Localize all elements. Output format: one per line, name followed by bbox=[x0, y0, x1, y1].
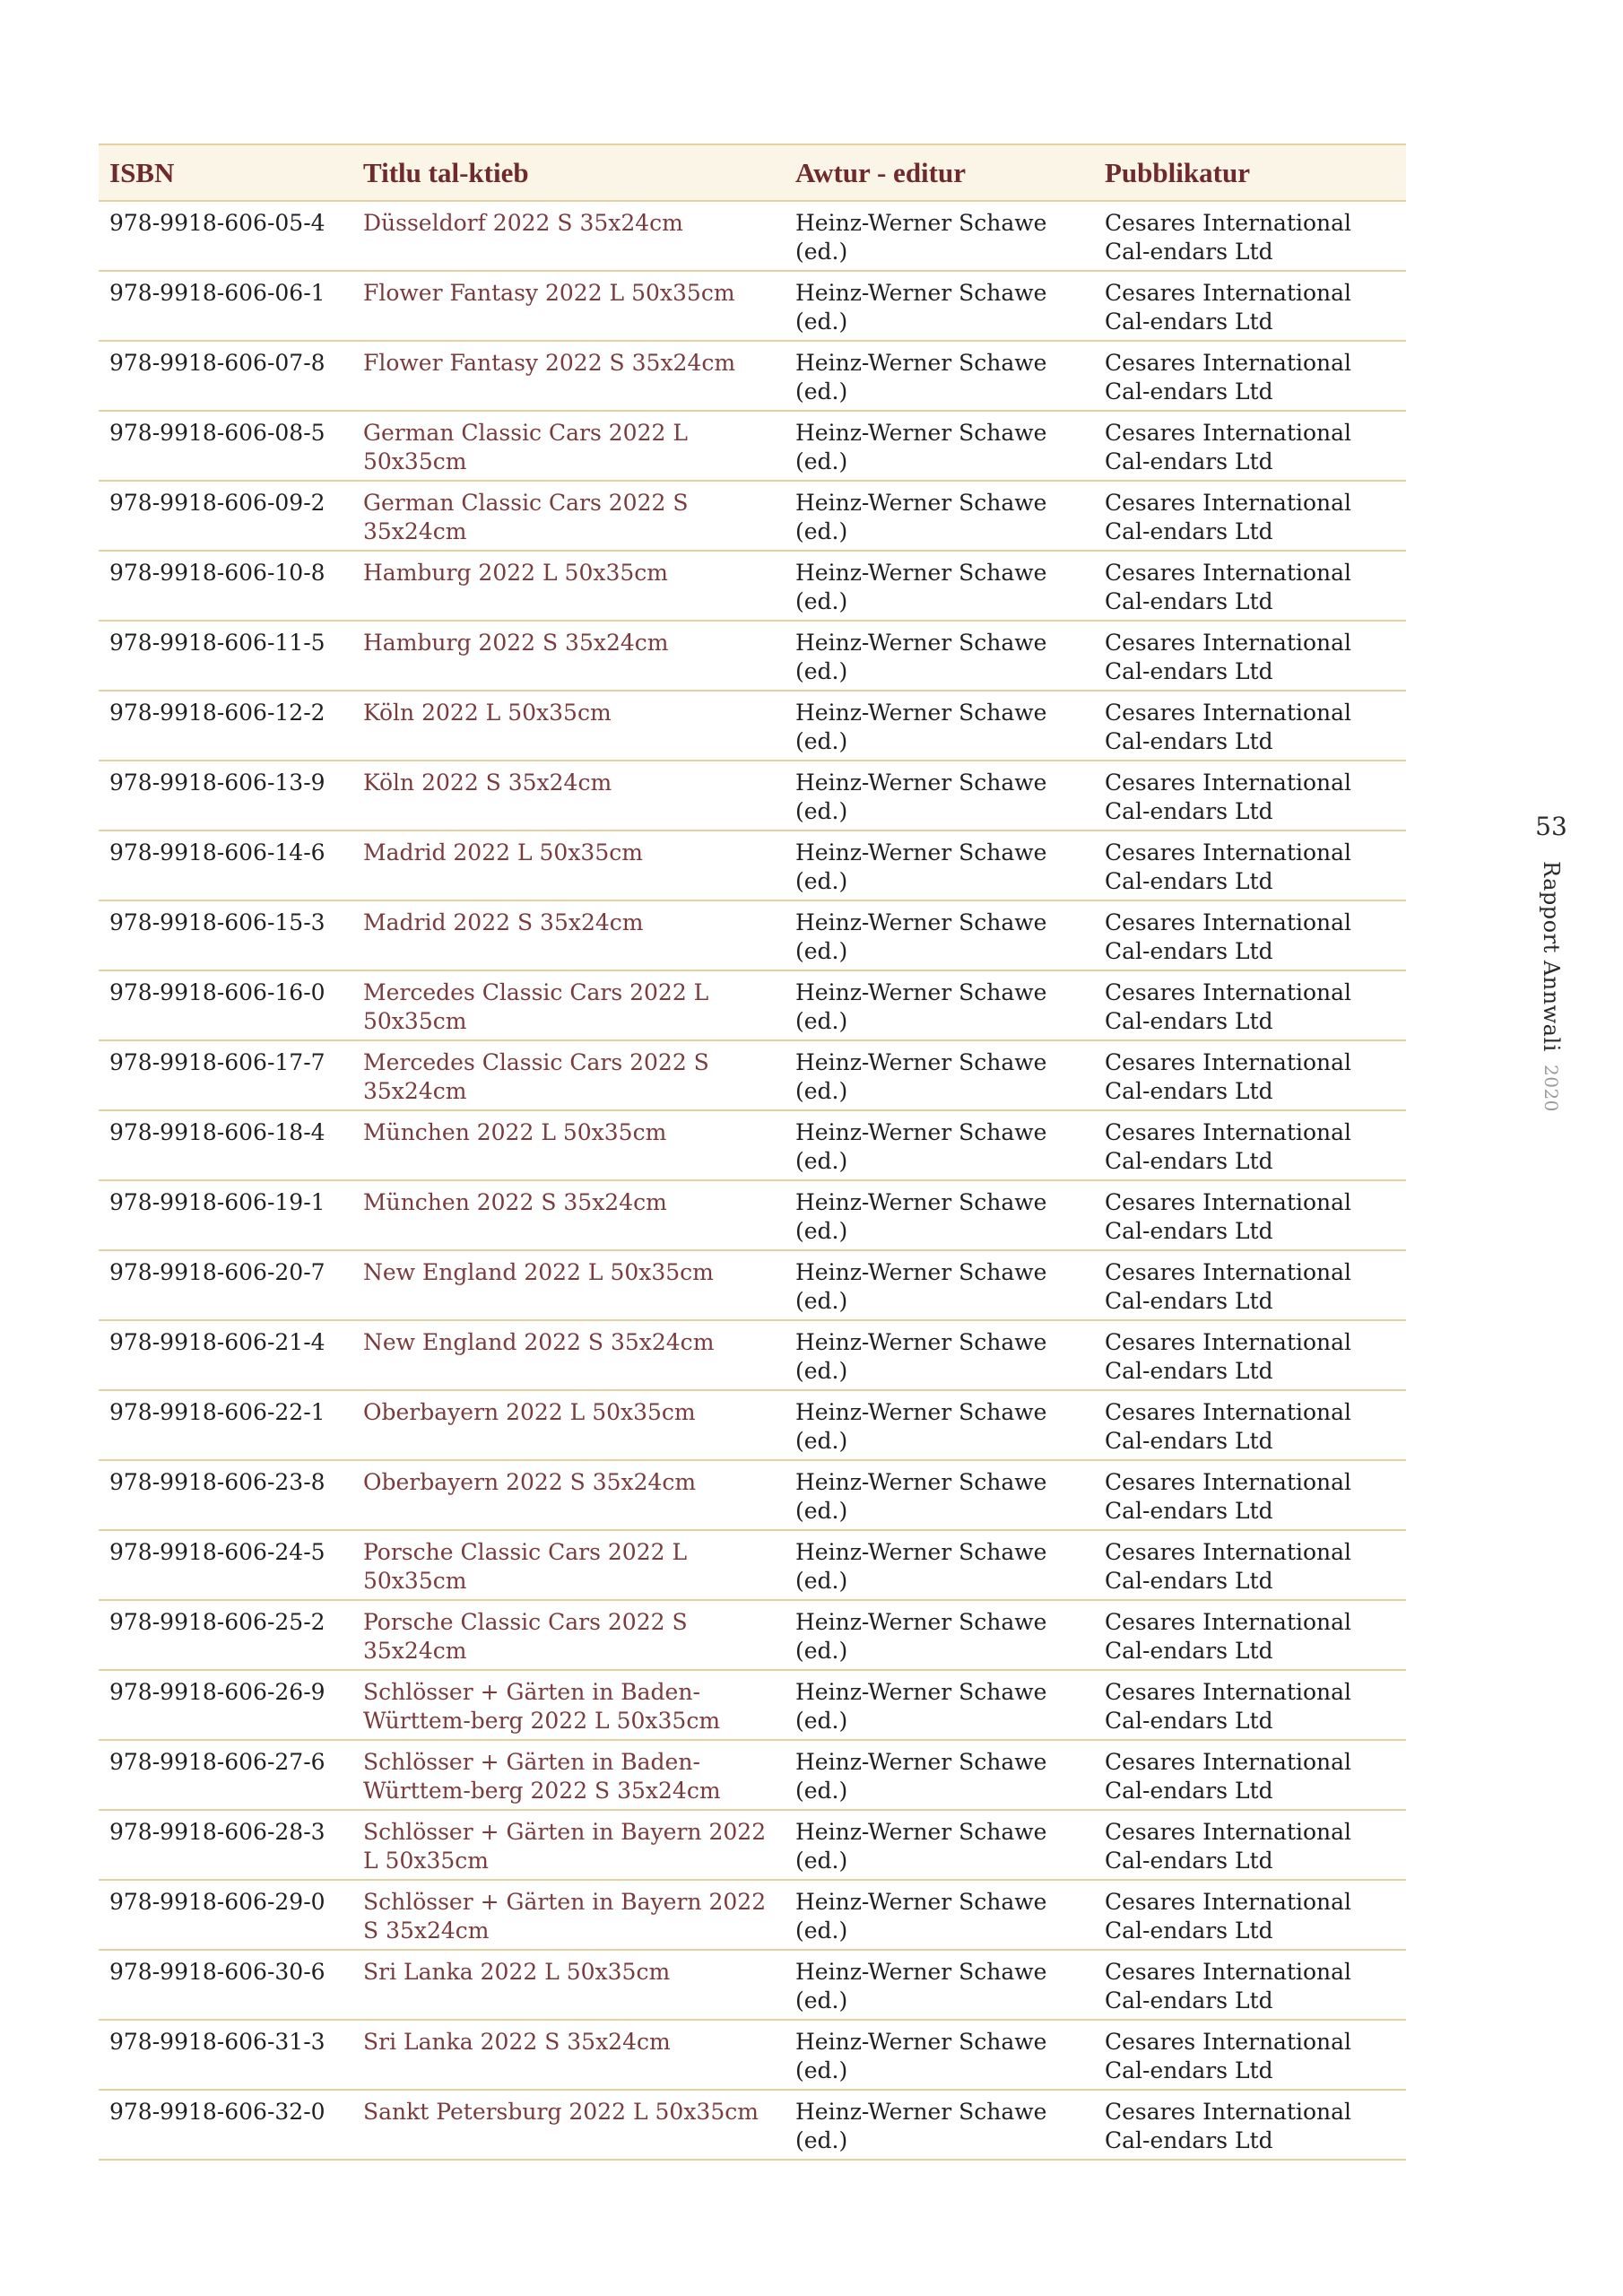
cell-isbn: 978-9918-606-15-3 bbox=[99, 900, 352, 970]
cell-title: Köln 2022 S 35x24cm bbox=[352, 761, 785, 831]
table-row bbox=[99, 691, 1406, 761]
cell-author: Heinz-Werner Schawe (ed.) bbox=[785, 1040, 1094, 1110]
cell-author: Heinz-Werner Schawe (ed.) bbox=[785, 1110, 1094, 1180]
cell-author: Heinz-Werner Schawe (ed.) bbox=[785, 1530, 1094, 1600]
table-row bbox=[99, 2090, 1406, 2160]
cell-publisher: Cesares International Cal-endars Ltd bbox=[1094, 551, 1406, 621]
cell-isbn: 978-9918-606-13-9 bbox=[99, 761, 352, 831]
table-row bbox=[99, 1110, 1406, 1180]
cell-publisher: Cesares International Cal-endars Ltd bbox=[1094, 1950, 1406, 2020]
cell-author: Heinz-Werner Schawe (ed.) bbox=[785, 2020, 1094, 2090]
cell-isbn: 978-9918-606-27-6 bbox=[99, 1740, 352, 1810]
cell-isbn: 978-9918-606-20-7 bbox=[99, 1250, 352, 1320]
table-row bbox=[99, 1320, 1406, 1390]
cell-author: Heinz-Werner Schawe (ed.) bbox=[785, 1950, 1094, 2020]
cell-isbn: 978-9918-606-30-6 bbox=[99, 1950, 352, 2020]
cell-author: Heinz-Werner Schawe (ed.) bbox=[785, 1390, 1094, 1460]
table-row bbox=[99, 1600, 1406, 1670]
cell-isbn: 978-9918-606-24-5 bbox=[99, 1530, 352, 1600]
page-number: 53 bbox=[1535, 812, 1567, 841]
table-row bbox=[99, 1250, 1406, 1320]
header-isbn: ISBN bbox=[99, 144, 352, 201]
cell-isbn: 978-9918-606-21-4 bbox=[99, 1320, 352, 1390]
cell-author: Heinz-Werner Schawe (ed.) bbox=[785, 1880, 1094, 1950]
header-publisher: Pubblikatur bbox=[1094, 144, 1406, 201]
cell-title: Schlösser + Gärten in Baden-Württem-berg 2022 L 50x35cm bbox=[352, 1670, 785, 1740]
cell-author: Heinz-Werner Schawe (ed.) bbox=[785, 970, 1094, 1040]
table-body bbox=[99, 201, 1406, 2160]
cell-title: Flower Fantasy 2022 S 35x24cm bbox=[352, 341, 785, 411]
table-row bbox=[99, 481, 1406, 551]
cell-title: Madrid 2022 S 35x24cm bbox=[352, 900, 785, 970]
running-title bbox=[1539, 861, 1564, 1112]
cell-publisher: Cesares International Cal-endars Ltd bbox=[1094, 2020, 1406, 2090]
running-year: 2020 bbox=[1541, 1064, 1562, 1112]
cell-isbn: 978-9918-606-28-3 bbox=[99, 1810, 352, 1880]
cell-title: München 2022 S 35x24cm bbox=[352, 1180, 785, 1250]
cell-publisher: Cesares International Cal-endars Ltd bbox=[1094, 1670, 1406, 1740]
cell-title: Schlösser + Gärten in Bayern 2022 L 50x35cm bbox=[352, 1810, 785, 1880]
table-row bbox=[99, 271, 1406, 341]
table-row bbox=[99, 551, 1406, 621]
cell-title: Hamburg 2022 L 50x35cm bbox=[352, 551, 785, 621]
cell-author: Heinz-Werner Schawe (ed.) bbox=[785, 341, 1094, 411]
cell-publisher: Cesares International Cal-endars Ltd bbox=[1094, 1390, 1406, 1460]
cell-author: Heinz-Werner Schawe (ed.) bbox=[785, 2090, 1094, 2160]
cell-author: Heinz-Werner Schawe (ed.) bbox=[785, 900, 1094, 970]
cell-title: Madrid 2022 L 50x35cm bbox=[352, 831, 785, 900]
table-row bbox=[99, 341, 1406, 411]
cell-isbn: 978-9918-606-25-2 bbox=[99, 1600, 352, 1670]
cell-author: Heinz-Werner Schawe (ed.) bbox=[785, 411, 1094, 481]
cell-title: Porsche Classic Cars 2022 L 50x35cm bbox=[352, 1530, 785, 1600]
cell-publisher: Cesares International Cal-endars Ltd bbox=[1094, 1180, 1406, 1250]
cell-title: Oberbayern 2022 S 35x24cm bbox=[352, 1460, 785, 1530]
cell-title: Schlösser + Gärten in Bayern 2022 S 35x24cm bbox=[352, 1880, 785, 1950]
cell-title: Hamburg 2022 S 35x24cm bbox=[352, 621, 785, 691]
header-author: Awtur - editur bbox=[785, 144, 1094, 201]
cell-publisher: Cesares International Cal-endars Ltd bbox=[1094, 1810, 1406, 1880]
cell-isbn: 978-9918-606-14-6 bbox=[99, 831, 352, 900]
table-row bbox=[99, 621, 1406, 691]
cell-publisher: Cesares International Cal-endars Ltd bbox=[1094, 970, 1406, 1040]
table-row bbox=[99, 900, 1406, 970]
table-row bbox=[99, 1740, 1406, 1810]
cell-publisher: Cesares International Cal-endars Ltd bbox=[1094, 900, 1406, 970]
cell-title: Düsseldorf 2022 S 35x24cm bbox=[352, 201, 785, 271]
cell-publisher: Cesares International Cal-endars Ltd bbox=[1094, 1740, 1406, 1810]
table-row bbox=[99, 1180, 1406, 1250]
cell-isbn: 978-9918-606-07-8 bbox=[99, 341, 352, 411]
cell-isbn: 978-9918-606-26-9 bbox=[99, 1670, 352, 1740]
cell-title: Sri Lanka 2022 S 35x24cm bbox=[352, 2020, 785, 2090]
cell-isbn: 978-9918-606-18-4 bbox=[99, 1110, 352, 1180]
cell-publisher: Cesares International Cal-endars Ltd bbox=[1094, 481, 1406, 551]
cell-isbn: 978-9918-606-22-1 bbox=[99, 1390, 352, 1460]
cell-title: Flower Fantasy 2022 L 50x35cm bbox=[352, 271, 785, 341]
cell-title: Mercedes Classic Cars 2022 S 35x24cm bbox=[352, 1040, 785, 1110]
cell-publisher: Cesares International Cal-endars Ltd bbox=[1094, 271, 1406, 341]
cell-author: Heinz-Werner Schawe (ed.) bbox=[785, 1180, 1094, 1250]
cell-isbn: 978-9918-606-11-5 bbox=[99, 621, 352, 691]
cell-author: Heinz-Werner Schawe (ed.) bbox=[785, 271, 1094, 341]
cell-author: Heinz-Werner Schawe (ed.) bbox=[785, 1740, 1094, 1810]
cell-publisher: Cesares International Cal-endars Ltd bbox=[1094, 1460, 1406, 1530]
cell-author: Heinz-Werner Schawe (ed.) bbox=[785, 1670, 1094, 1740]
table-row bbox=[99, 1530, 1406, 1600]
table-row bbox=[99, 2020, 1406, 2090]
cell-isbn: 978-9918-606-06-1 bbox=[99, 271, 352, 341]
cell-author: Heinz-Werner Schawe (ed.) bbox=[785, 1600, 1094, 1670]
cell-author: Heinz-Werner Schawe (ed.) bbox=[785, 1250, 1094, 1320]
cell-author: Heinz-Werner Schawe (ed.) bbox=[785, 1320, 1094, 1390]
cell-publisher: Cesares International Cal-endars Ltd bbox=[1094, 691, 1406, 761]
cell-title: Oberbayern 2022 L 50x35cm bbox=[352, 1390, 785, 1460]
table-row bbox=[99, 201, 1406, 271]
table-row bbox=[99, 831, 1406, 900]
cell-title: Porsche Classic Cars 2022 S 35x24cm bbox=[352, 1600, 785, 1670]
cell-title: Köln 2022 L 50x35cm bbox=[352, 691, 785, 761]
cell-publisher: Cesares International Cal-endars Ltd bbox=[1094, 831, 1406, 900]
cell-title: German Classic Cars 2022 L 50x35cm bbox=[352, 411, 785, 481]
table-row bbox=[99, 1880, 1406, 1950]
cell-author: Heinz-Werner Schawe (ed.) bbox=[785, 831, 1094, 900]
cell-title: New England 2022 S 35x24cm bbox=[352, 1320, 785, 1390]
cell-publisher: Cesares International Cal-endars Ltd bbox=[1094, 341, 1406, 411]
cell-publisher: Cesares International Cal-endars Ltd bbox=[1094, 1530, 1406, 1600]
cell-publisher: Cesares International Cal-endars Ltd bbox=[1094, 1040, 1406, 1110]
cell-publisher: Cesares International Cal-endars Ltd bbox=[1094, 1110, 1406, 1180]
cell-title: Sri Lanka 2022 L 50x35cm bbox=[352, 1950, 785, 2020]
cell-publisher: Cesares International Cal-endars Ltd bbox=[1094, 201, 1406, 271]
cell-title: German Classic Cars 2022 S 35x24cm bbox=[352, 481, 785, 551]
cell-author: Heinz-Werner Schawe (ed.) bbox=[785, 1810, 1094, 1880]
cell-publisher: Cesares International Cal-endars Ltd bbox=[1094, 2090, 1406, 2160]
cell-publisher: Cesares International Cal-endars Ltd bbox=[1094, 411, 1406, 481]
cell-author: Heinz-Werner Schawe (ed.) bbox=[785, 551, 1094, 621]
table-row bbox=[99, 411, 1406, 481]
table-row bbox=[99, 1460, 1406, 1530]
cell-isbn: 978-9918-606-12-2 bbox=[99, 691, 352, 761]
cell-isbn: 978-9918-606-32-0 bbox=[99, 2090, 352, 2160]
cell-isbn: 978-9918-606-09-2 bbox=[99, 481, 352, 551]
cell-publisher: Cesares International Cal-endars Ltd bbox=[1094, 1320, 1406, 1390]
cell-isbn: 978-9918-606-17-7 bbox=[99, 1040, 352, 1110]
cell-title: Sankt Petersburg 2022 L 50x35cm bbox=[352, 2090, 785, 2160]
cell-isbn: 978-9918-606-16-0 bbox=[99, 970, 352, 1040]
cell-isbn: 978-9918-606-31-3 bbox=[99, 2020, 352, 2090]
table-row bbox=[99, 1040, 1406, 1110]
cell-title: New England 2022 L 50x35cm bbox=[352, 1250, 785, 1320]
isbn-table bbox=[99, 144, 1406, 2161]
cell-title: Mercedes Classic Cars 2022 L 50x35cm bbox=[352, 970, 785, 1040]
table-row bbox=[99, 970, 1406, 1040]
cell-publisher: Cesares International Cal-endars Ltd bbox=[1094, 761, 1406, 831]
cell-title: Schlösser + Gärten in Baden-Württem-berg 2022 S 35x24cm bbox=[352, 1740, 785, 1810]
cell-author: Heinz-Werner Schawe (ed.) bbox=[785, 481, 1094, 551]
table-row bbox=[99, 1810, 1406, 1880]
cell-isbn: 978-9918-606-23-8 bbox=[99, 1460, 352, 1530]
table-row bbox=[99, 1390, 1406, 1460]
header-title: Titlu tal-ktieb bbox=[352, 144, 785, 201]
cell-author: Heinz-Werner Schawe (ed.) bbox=[785, 201, 1094, 271]
cell-isbn: 978-9918-606-19-1 bbox=[99, 1180, 352, 1250]
table-row bbox=[99, 1670, 1406, 1740]
cell-publisher: Cesares International Cal-endars Ltd bbox=[1094, 621, 1406, 691]
cell-publisher: Cesares International Cal-endars Ltd bbox=[1094, 1600, 1406, 1670]
cell-author: Heinz-Werner Schawe (ed.) bbox=[785, 691, 1094, 761]
cell-isbn: 978-9918-606-08-5 bbox=[99, 411, 352, 481]
cell-isbn: 978-9918-606-29-0 bbox=[99, 1880, 352, 1950]
cell-author: Heinz-Werner Schawe (ed.) bbox=[785, 621, 1094, 691]
cell-publisher: Cesares International Cal-endars Ltd bbox=[1094, 1250, 1406, 1320]
table-header-row bbox=[99, 144, 1406, 201]
side-running-head bbox=[1524, 812, 1578, 1116]
cell-isbn: 978-9918-606-10-8 bbox=[99, 551, 352, 621]
cell-author: Heinz-Werner Schawe (ed.) bbox=[785, 1460, 1094, 1530]
cell-title: München 2022 L 50x35cm bbox=[352, 1110, 785, 1180]
cell-isbn: 978-9918-606-05-4 bbox=[99, 201, 352, 271]
running-title-text: Rapport Annwali bbox=[1539, 861, 1564, 1052]
table-row bbox=[99, 1950, 1406, 2020]
cell-author: Heinz-Werner Schawe (ed.) bbox=[785, 761, 1094, 831]
table-row bbox=[99, 761, 1406, 831]
cell-publisher: Cesares International Cal-endars Ltd bbox=[1094, 1880, 1406, 1950]
